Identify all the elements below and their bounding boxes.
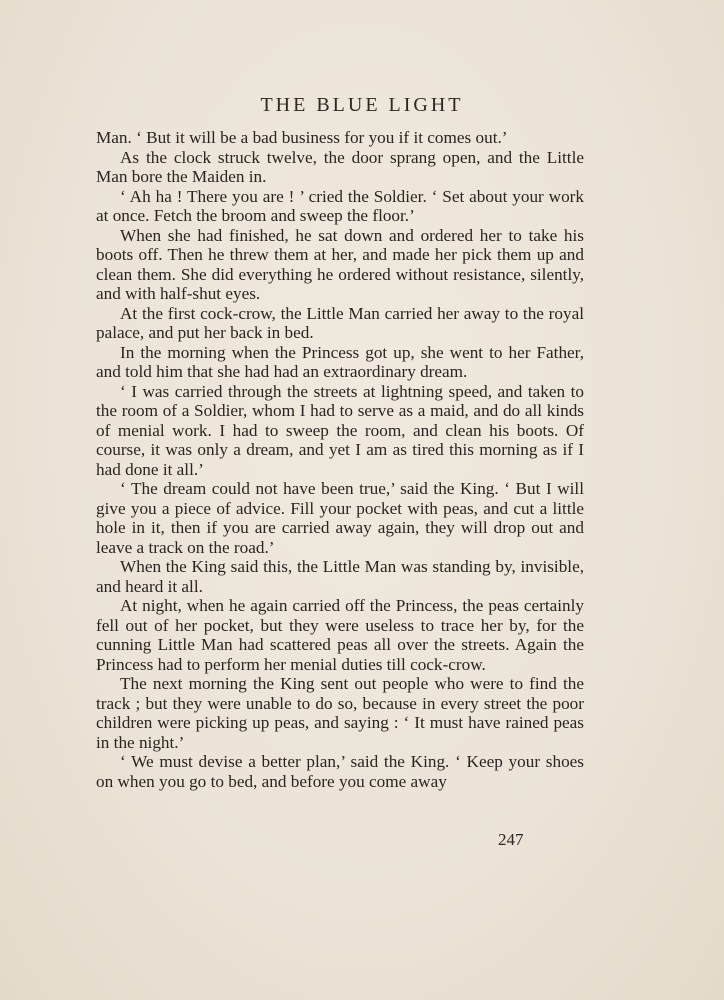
- body-text: [96, 128, 584, 791]
- paragraph: The next morning the King sent out people who were to find the track ; but they were unable to do so, because in every street the poor children were picking up peas, and saying : ‘ It must have rained peas in the night.’: [96, 674, 584, 752]
- paragraph: Man. ‘ But it will be a bad business for you if it comes out.’: [96, 128, 508, 147]
- paragraph: As the clock struck twelve, the door sprang open, and the Little Man bore the Maiden in.: [96, 147, 584, 186]
- paragraph: ‘ We must devise a better plan,’ said the King. ‘ Keep your shoes on when you go to bed, and before you come away: [96, 752, 584, 791]
- paragraph: ‘ I was carried through the streets at lightning speed, and taken to the room of a Soldier, whom I had to serve as a maid, and do all kinds of menial work. I had to sweep the room, and clean his boots. Of course, it was only a dream, and yet I am as tired this morning as if I had done it all.’: [96, 381, 584, 479]
- paragraph: At night, when he again carried off the Princess, the peas certainly fell out of her pocket, but they were useless to trace her by, for the cunning Little Man had scattered peas all over the streets. Again the Princess had to perform her menial duties till cock-crow.: [96, 596, 584, 674]
- paragraph: When she had finished, he sat down and ordered her to take his boots off. Then he threw them at her, and made her pick them up and clean them. She did everything he ordered without resistance, silently, and with half-shut eyes.: [96, 225, 584, 303]
- paragraph: ‘ The dream could not have been true,’ said the King. ‘ But I will give you a piece of advice. Fill your pocket with peas, and cut a little hole in it, then if you are carried away again, they will drop out and leave a track on the road.’: [96, 479, 584, 557]
- paragraph: ‘ Ah ha ! There you are ! ’ cried the Soldier. ‘ Set about your work at once. Fetch the broom and sweep the floor.’: [96, 186, 584, 225]
- paragraph: At the first cock-crow, the Little Man carried her away to the royal palace, and put her back in bed.: [96, 303, 584, 342]
- running-head: THE BLUE LIGHT: [260, 94, 464, 116]
- paragraph: In the morning when the Princess got up, she went to her Father, and told him that she had had an extraordinary dream.: [96, 342, 584, 381]
- paragraph: When the King said this, the Little Man was standing by, invisible, and heard it all.: [96, 557, 584, 596]
- page-number: 247: [498, 830, 524, 849]
